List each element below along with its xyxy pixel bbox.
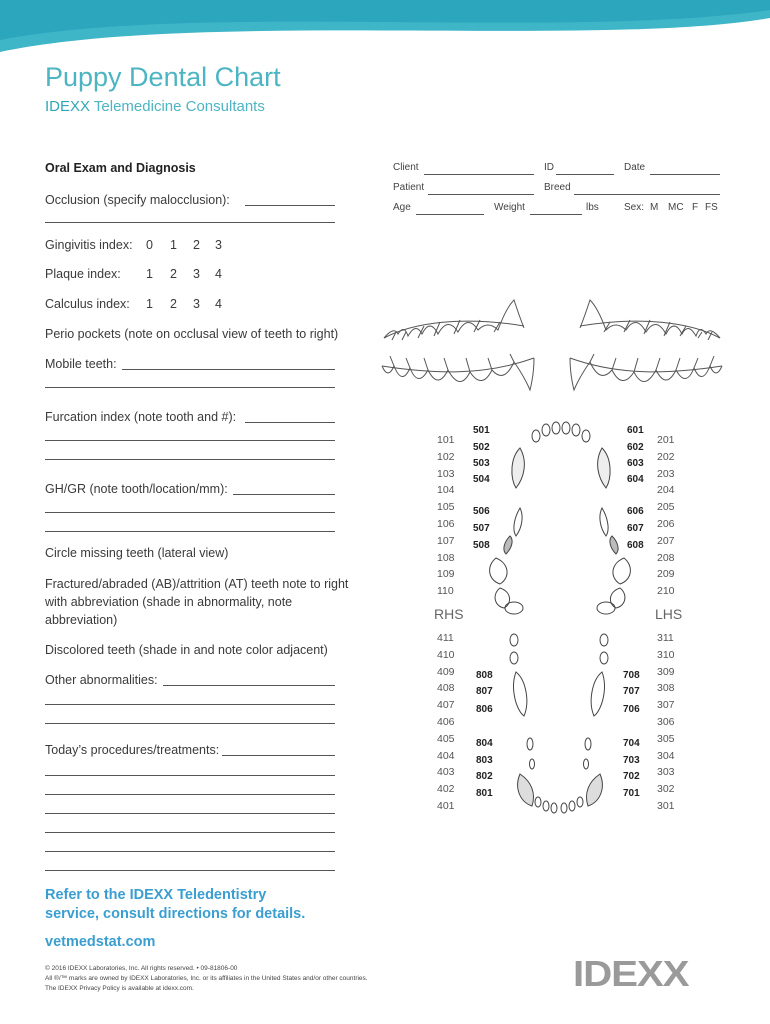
tooth-409: 409 [437,665,455,678]
procedures-label: Today’s procedures/treatments: [45,743,220,757]
weight-field[interactable] [530,203,582,215]
rhs-label: RHS [434,606,464,622]
tooth-602: 602 [627,442,644,453]
gingivitis-2[interactable]: 2 [193,238,200,252]
sex-option-fs[interactable]: FS [705,202,718,213]
other-field-2[interactable] [45,693,335,705]
tooth-501: 501 [473,425,490,436]
furcation-field-2[interactable] [45,429,335,441]
tooth-105: 105 [437,501,455,514]
ghgr-field[interactable] [233,483,335,495]
lbs-label: lbs [586,202,599,213]
tooth-405: 405 [437,732,455,745]
tooth-407: 407 [437,699,455,712]
tooth-205: 205 [657,501,675,514]
weight-label: Weight [494,202,525,213]
tooth-503: 503 [473,458,490,469]
tooth-502: 502 [473,442,490,453]
calculus-1[interactable]: 1 [146,297,153,311]
tooth-607: 607 [627,523,644,534]
tooth-207: 207 [657,534,675,547]
tooth-306: 306 [657,715,675,728]
tooth-101: 101 [437,434,455,446]
tooth-308: 308 [657,682,675,695]
procedures-field-4[interactable] [45,802,335,814]
tooth-803: 803 [476,755,493,766]
tooth-411: 411 [437,632,454,644]
tooth-403: 403 [437,766,455,779]
calculus-2[interactable]: 2 [170,297,177,311]
tooth-704: 704 [623,738,640,749]
perio-label: Perio pockets (note on occlusal view of teeth to right) [45,327,339,341]
page-title: Puppy Dental Chart [45,62,281,92]
footer-line-3: The IDEXX Privacy Policy is available at idexx.com. [45,985,194,992]
ghgr-label: GH/GR (note tooth/location/mm): [45,482,228,496]
page-subtitle [45,98,265,115]
tooth-408: 408 [437,682,455,695]
idexx-logo-text: IDEXX [573,957,689,991]
other-label: Other abnormalities: [45,673,158,687]
fractured-label-1: Fractured/abraded (AB)/attrition (AT) teeth note to right [45,577,349,591]
tooth-802: 802 [476,771,493,782]
upper-left-permanent-list [657,434,675,602]
breed-field[interactable] [574,183,720,195]
tooth-203: 203 [657,467,675,480]
tooth-301: 301 [657,799,675,812]
mobile-label: Mobile teeth: [45,357,117,371]
tooth-210: 210 [657,585,675,598]
other-field-3[interactable] [45,712,335,724]
tooth-410: 410 [437,648,455,661]
tooth-311: 311 [657,632,674,644]
tooth-204: 204 [657,484,675,497]
ghgr-field-3[interactable] [45,520,335,532]
fractured-label-3: abbreviation) [45,613,118,627]
tooth-808: 808 [476,670,493,681]
lateral-teeth-illustration [374,296,730,410]
exam-heading: Oral Exam and Diagnosis [45,161,196,175]
gingivitis-1[interactable]: 1 [170,238,177,252]
footer-line-2: All ®/™ marks are owned by IDEXX Laboratories, Inc. or its affiliates in the United States and/or other countries. [45,975,368,982]
tooth-703: 703 [623,755,640,766]
discolored-label: Discolored teeth (shade in and note color adjacent) [45,643,328,657]
plaque-2[interactable]: 2 [170,267,177,281]
date-label: Date [624,162,646,173]
tooth-801: 801 [476,788,493,799]
tooth-104: 104 [437,484,455,497]
tooth-310: 310 [657,648,675,661]
tooth-402: 402 [437,783,455,796]
tooth-603: 603 [627,458,644,469]
fractured-label-2: with abbreviation (shade in abnormality, note [45,595,293,609]
calculus-4[interactable]: 4 [215,297,222,311]
furcation-field-3[interactable] [45,448,335,460]
tooth-806: 806 [476,704,493,715]
tooth-108: 108 [437,551,455,564]
breed-label: Breed [544,182,571,193]
tooth-706: 706 [623,704,640,715]
tooth-309: 309 [657,665,675,678]
procedures-field-3[interactable] [45,783,335,795]
tooth-606: 606 [627,506,644,517]
furcation-label: Furcation index (note tooth and #): [45,410,237,424]
procedures-field[interactable] [222,744,335,756]
plaque-label: Plaque index: [45,267,121,281]
lhs-label: LHS [655,606,683,622]
idexx-logo [573,957,723,991]
tooth-601: 601 [627,425,644,436]
patient-label: Patient [393,182,425,193]
other-field[interactable] [163,674,335,686]
tooth-201: 201 [657,434,675,446]
procedures-field-6[interactable] [45,840,335,852]
gingivitis-3[interactable]: 3 [215,238,222,252]
tooth-508: 508 [473,540,490,551]
tooth-302: 302 [657,783,675,796]
subtitle-rest: Telemedicine Consultants [90,98,265,115]
tooth-103: 103 [437,467,455,480]
furcation-field[interactable] [245,411,335,423]
occlusion-field-2[interactable] [45,211,335,223]
footer-legal [45,964,368,994]
tooth-406: 406 [437,715,455,728]
cta-line-2: service, consult directions for details. [45,906,306,922]
tooth-305: 305 [657,732,675,745]
tooth-701: 701 [623,788,640,799]
lower-left-permanent-list [657,632,675,817]
tooth-608: 608 [627,540,644,551]
tooth-504: 504 [473,474,490,485]
header-swoosh [0,0,770,62]
mobile-field[interactable] [122,358,335,370]
patient-field[interactable] [428,183,534,195]
lower-right-permanent-list [437,632,455,817]
sex-option-m[interactable]: M [650,202,659,213]
tooth-708: 708 [623,670,640,681]
gingivitis-0[interactable]: 0 [146,238,153,252]
procedures-field-5[interactable] [45,821,335,833]
sex-label: Sex: [624,202,645,213]
tooth-401: 401 [437,799,455,812]
tooth-804: 804 [476,738,493,749]
tooth-307: 307 [657,699,675,712]
tooth-209: 209 [657,568,675,581]
teledentistry-cta [45,886,305,924]
tooth-107: 107 [437,534,455,547]
tooth-303: 303 [657,766,675,779]
age-label: Age [393,202,411,213]
age-field[interactable] [416,203,484,215]
date-field[interactable] [650,163,720,175]
occlusion-field[interactable] [245,194,335,206]
tooth-702: 702 [623,771,640,782]
missing-label: Circle missing teeth (lateral view) [45,546,229,560]
footer-line-1: © 2016 IDEXX Laboratories, Inc. All rights reserved. • 09-81806-00 [45,965,238,972]
procedures-field-2[interactable] [45,764,335,776]
tooth-208: 208 [657,551,675,564]
procedures-field-7[interactable] [45,859,335,871]
sex-option-mc[interactable]: MC [668,202,684,213]
ghgr-field-2[interactable] [45,501,335,513]
tooth-707: 707 [623,686,640,697]
tooth-110: 110 [437,585,454,598]
tooth-506: 506 [473,506,490,517]
tooth-109: 109 [437,568,455,581]
cta-line-1: Refer to the IDEXX Teledentistry [45,887,267,903]
tooth-507: 507 [473,523,490,534]
sex-option-f[interactable]: F [692,202,699,213]
tooth-604: 604 [627,474,644,485]
plaque-1[interactable]: 1 [146,267,153,281]
tooth-102: 102 [437,450,455,463]
tooth-206: 206 [657,517,675,530]
brand-name: IDEXX [45,98,91,115]
occlusal-teeth-illustration [480,418,640,818]
website-link[interactable]: vetmedstat.com [45,934,156,950]
id-label: ID [544,162,554,173]
calculus-3[interactable]: 3 [193,297,200,311]
upper-right-permanent-list [437,434,455,602]
calculus-label: Calculus index: [45,297,130,311]
client-field[interactable] [424,163,534,175]
client-label: Client [393,162,419,173]
id-field[interactable] [556,163,614,175]
gingivitis-label: Gingivitis index: [45,238,133,252]
plaque-3[interactable]: 3 [193,267,200,281]
tooth-106: 106 [437,517,455,530]
tooth-304: 304 [657,749,675,762]
tooth-807: 807 [476,686,493,697]
tooth-404: 404 [437,749,455,762]
occlusion-label: Occlusion (specify malocclusion): [45,193,230,207]
plaque-4[interactable]: 4 [215,267,222,281]
mobile-field-2[interactable] [45,376,335,388]
tooth-202: 202 [657,450,675,463]
